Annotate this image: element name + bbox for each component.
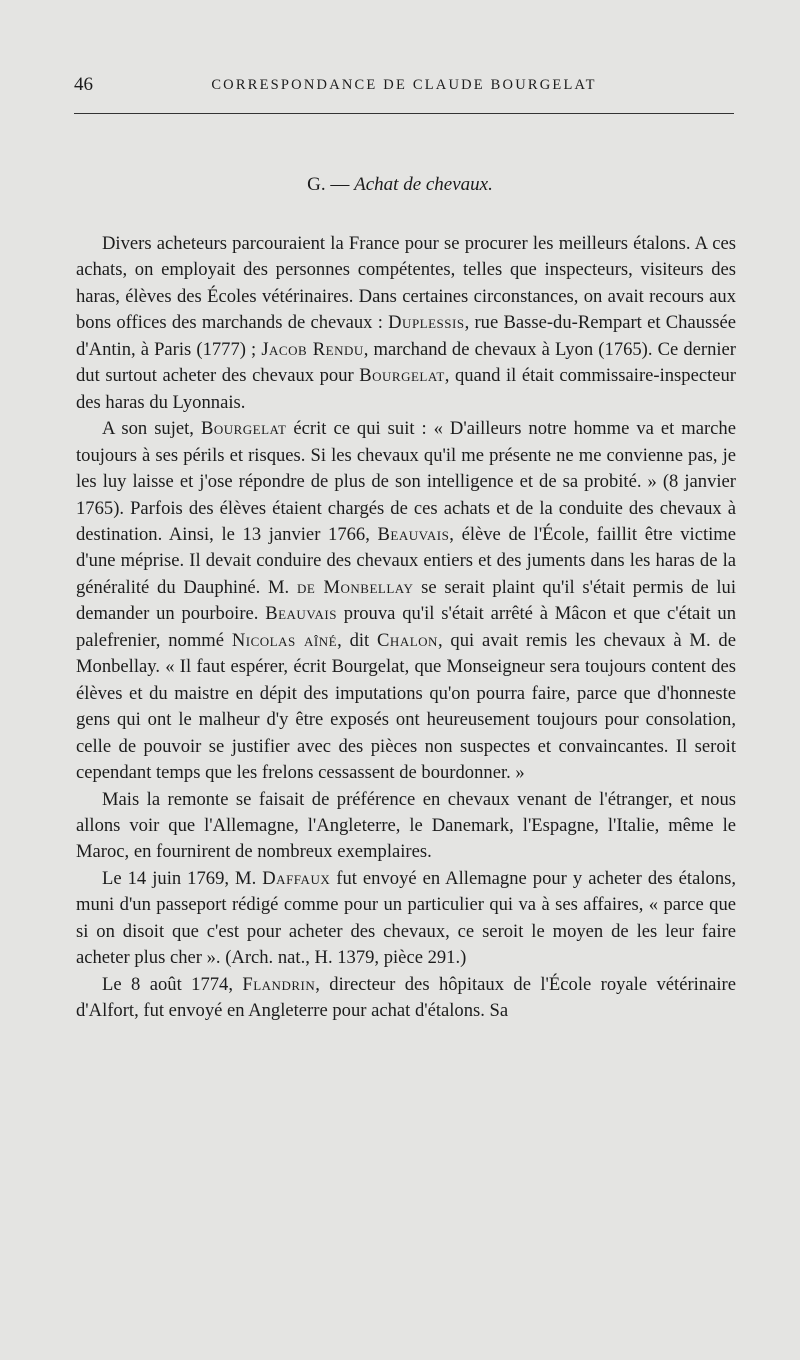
section-title bbox=[0, 174, 800, 196]
paragraph-text: se serait plaint qu'il s'était permis de lui demander un pourboire. bbox=[76, 576, 736, 625]
person-name: Duplessis bbox=[388, 312, 465, 334]
person-name: Beauvais bbox=[265, 603, 337, 625]
paragraph-text: fut envoyé en Allemagne pour y acheter des étalons, muni d'un passeport rédigé comme pour un particulier qui va à ses affaires, « parce que si on disoit que c'est pour acheter des chevaux, ce seroit le moyen de les leur faire acheter plus cher ». (Arch. nat., H. 1379, pièce 291.) bbox=[76, 867, 736, 969]
paragraph bbox=[76, 866, 736, 972]
person-name: Nicolas aîné bbox=[231, 629, 338, 651]
running-title: CORRESPONDANCE DE CLAUDE BOURGELAT bbox=[211, 77, 597, 93]
paragraph-text: , quand il était commissaire-inspecteur des haras du Lyonnais. bbox=[76, 365, 736, 413]
paragraph-text: , qui avait remis les chevaux à M. de Monbellay. « Il faut espérer, écrit Bourgelat, que Monseigneur sera toujours content des élèves et du maistre en dépit des imputations qu'on pourra faire, parce que d'honneste gens qui ont le malheur d'y être exposés ont heureusement toujours pour consolation, celle de pouvoir se justifier avec des pièces non suspectes et convaincantes. Il seroit cependant temps que les frelons cessassent de bourdonner. » bbox=[76, 629, 736, 784]
paragraph-text: , dit bbox=[337, 629, 378, 651]
paragraph-text: écrit ce qui suit : « D'ailleurs notre homme va et marche toujours à ses périls et risques. Si les chevaux qu'il me présente ne me convienne pas, je les luy laisse et j'ose répondre de plus de son intelligence et de sa probité. » (8 janvier 1765). Parfois des élèves étaient chargés de ces achats et de la conduite des chevaux à destination. Ainsi, le 13 janvier 1766, bbox=[76, 418, 736, 545]
person-name: Bourgelat bbox=[359, 365, 445, 387]
paragraph bbox=[76, 231, 736, 416]
paragraph bbox=[76, 416, 736, 786]
person-name: de Monbellay bbox=[296, 576, 414, 598]
paragraph-text: Mais la remonte se faisait de préférence en chevaux venant de l'étranger, et nous allons voir que l'Allemagne, l'Angleterre, le Danemark, l'Espagne, l'Italie, même le Maroc, en fournirent de nombreux exemplaires. bbox=[76, 788, 736, 863]
paragraph-text: prouva qu'il s'était arrêté à Mâcon et que c'était un palefrenier, nommé bbox=[76, 603, 737, 651]
page-number: 46 bbox=[74, 74, 93, 95]
paragraph-text: Divers acheteurs parcouraient la France pour se procurer les meilleurs étalons. A ces achats, on employait des personnes compétentes, telles que inspecteurs, visiteurs des haras, élèves des Écoles vétérinaires. Dans certaines circonstances, on avait recours aux bons offices des marchands de chevaux : bbox=[76, 233, 736, 334]
paragraph-text: Le 14 juin 1769, M. bbox=[102, 867, 263, 889]
section-title-text: Achat de chevaux. bbox=[354, 174, 493, 195]
person-name: Daffaux bbox=[262, 867, 331, 889]
paragraph-text: , marchand de chevaux à Lyon (1765). Ce dernier dut surtout acheter des chevaux pour bbox=[76, 338, 736, 387]
body-text bbox=[76, 231, 736, 1025]
paragraph-text: , élève de l'École, faillit être victime d'une méprise. Il devait conduire des chevaux entiers et des juments dans les haras de la généralité du Dauphiné. M. bbox=[76, 523, 736, 598]
running-head bbox=[74, 74, 734, 102]
paragraph-text: Le 8 août 1774, bbox=[102, 973, 243, 995]
person-name: Flandrin bbox=[242, 973, 316, 995]
person-name: Chalon bbox=[377, 629, 438, 651]
paragraph-text: A son sujet, bbox=[102, 418, 201, 440]
person-name: Beauvais bbox=[377, 523, 450, 545]
person-name: Bourgelat bbox=[200, 418, 287, 440]
section-dash: — bbox=[330, 174, 350, 195]
paragraph bbox=[76, 972, 736, 1025]
header-rule bbox=[74, 113, 734, 114]
paragraph-text: , directeur des hôpitaux de l'École royale vétérinaire d'Alfort, fut envoyé en Angleterre pour achat d'étalons. Sa bbox=[76, 973, 736, 1022]
paragraph bbox=[76, 787, 736, 866]
paragraph-text: , rue Basse-du-Rempart et Chaussée d'Antin, à Paris (1777) ; bbox=[76, 312, 736, 360]
section-letter: G. bbox=[307, 174, 326, 195]
person-name: Jacob Rendu bbox=[261, 338, 364, 360]
